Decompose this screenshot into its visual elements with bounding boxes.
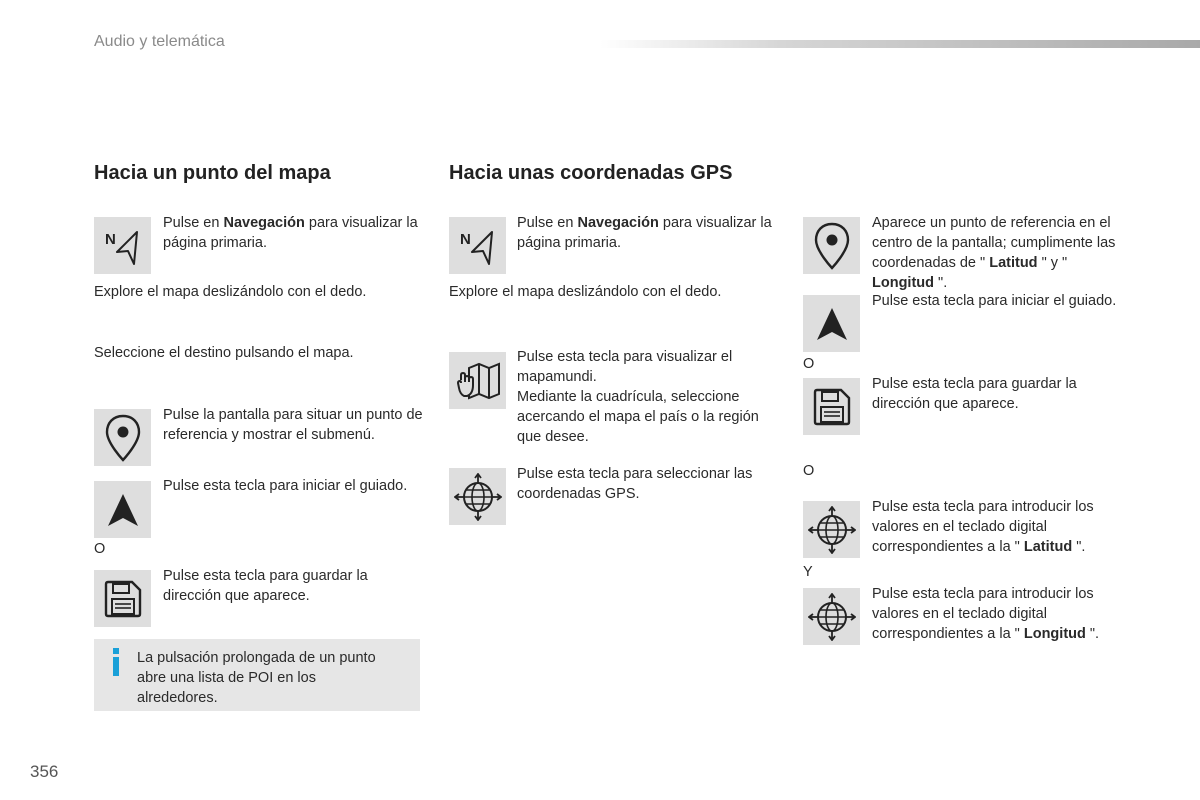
page-number: 356 bbox=[30, 762, 59, 781]
left-save-text: Pulse esta tecla para guardar la dirección que aparece. bbox=[163, 568, 368, 604]
right-guide-text: Pulse esta tecla para iniciar el guiado. bbox=[872, 293, 1117, 309]
right-or-separator-1: O bbox=[803, 356, 815, 372]
navigation-icon bbox=[94, 217, 151, 274]
info-note-text: La pulsación prolongada de un punto abre una lista de POI en los alrededores. bbox=[137, 650, 376, 706]
svg-text:N: N bbox=[104, 230, 116, 248]
gps-globe-icon bbox=[803, 588, 860, 645]
gps-globe-icon bbox=[449, 468, 506, 525]
gps-globe-icon bbox=[803, 501, 860, 558]
guidance-arrow-icon bbox=[803, 295, 860, 352]
info-icon bbox=[111, 648, 121, 676]
right-or-separator-2: O bbox=[803, 463, 815, 479]
header-bar bbox=[600, 40, 1200, 48]
left-pin-text: Pulse la pantalla para situar un punto de referencia y mostrar el submenú. bbox=[163, 407, 423, 443]
left-select-text: Seleccione el destino pulsando el mapa. bbox=[94, 345, 354, 361]
middle-world-line2: Mediante la cuadrícula, seleccione acercando el mapa el país o la región que desee. bbox=[517, 389, 759, 445]
right-pin-text: Aparece un punto de referencia en el centro de la pantalla; cumplimente las coordenadas de " Latitud " y " Longitud ". bbox=[872, 215, 1116, 291]
navigation-icon bbox=[449, 217, 506, 274]
map-pin-icon bbox=[94, 409, 151, 466]
left-title: Hacia un punto del mapa bbox=[94, 162, 331, 184]
middle-step1-text: Pulse en Navegación para visualizar la página primaria. bbox=[517, 215, 772, 251]
section-label: Audio y telemática bbox=[94, 33, 225, 50]
middle-gps-text: Pulse esta tecla para seleccionar las coordenadas GPS. bbox=[517, 466, 753, 502]
right-save-text: Pulse esta tecla para guardar la dirección que aparece. bbox=[872, 376, 1077, 412]
middle-title: Hacia unas coordenadas GPS bbox=[449, 162, 733, 184]
middle-world-text bbox=[517, 347, 779, 447]
left-guide-text: Pulse esta tecla para iniciar el guiado. bbox=[163, 478, 408, 494]
guidance-arrow-icon bbox=[94, 481, 151, 538]
middle-explore-text: Explore el mapa deslizándolo con el dedo. bbox=[449, 284, 722, 300]
left-or-separator: O bbox=[94, 541, 106, 557]
left-step1-text: Pulse en Navegación para visualizar la página primaria. bbox=[163, 215, 418, 251]
right-lon-text: Pulse esta tecla para introducir los valores en el teclado digital correspondientes a la " Longitud ". bbox=[872, 586, 1100, 642]
middle-world-line1: Pulse esta tecla para visualizar el mapamundi. bbox=[517, 349, 733, 385]
save-disk-icon bbox=[803, 378, 860, 435]
right-and-separator: Y bbox=[803, 564, 813, 580]
left-explore-text: Explore el mapa deslizándolo con el dedo. bbox=[94, 284, 367, 300]
right-lat-text: Pulse esta tecla para introducir los valores en el teclado digital correspondientes a la " Latitud ". bbox=[872, 499, 1094, 555]
map-pin-icon bbox=[803, 217, 860, 274]
save-disk-icon bbox=[94, 570, 151, 627]
svg-text:N: N bbox=[459, 230, 471, 248]
world-map-icon bbox=[449, 352, 506, 409]
